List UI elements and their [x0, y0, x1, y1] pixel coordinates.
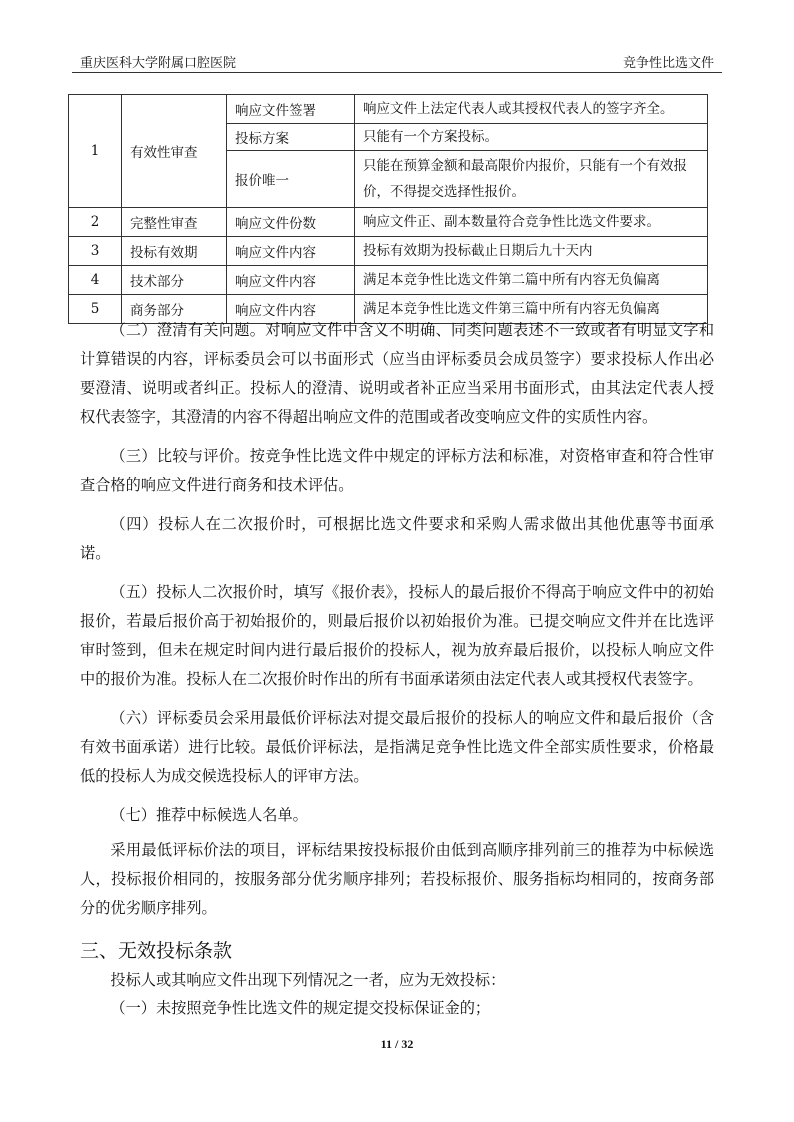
- section-title: 三、无效投标条款: [80, 940, 233, 962]
- paragraph-second-quote-rules: （五）投标人二次报价时，填写《报价表》，投标人的最后报价不得高于响应文件中的初始报价，若最后报价高于初始报价的，则最后报价以初始报价为准。已提交响应文件并在比选评审时签到，但未在规定时间内进行最后报价的投标人，视为放弃最后报价，以投标人响应文件中的报价为准。投标人在二次报价时作出的所有书面承诺须由法定代表人或其授权代表签字。: [80, 583, 714, 688]
- row-category: 商务部分: [122, 295, 227, 324]
- document-body: [80, 316, 714, 933]
- row-number: 3: [69, 237, 122, 266]
- header-organization: 重庆医科大学附属口腔医院: [80, 56, 237, 71]
- paragraph-lowest-price-method: （六）评标委员会采用最低价评标法对提交最后报价的投标人的响应文件和最后报价（含有效书面承诺）进行比较。最低价评标法，是指满足竞争性比选文件全部实质性要求，价格最低的投标人为成交候选投标人的评审方法。: [80, 709, 714, 785]
- page-header: [72, 48, 722, 73]
- paragraph-comparison: （三）比较与评价。按竞争性比选文件中规定的评标方法和标准，对资格审查和符合性审查合格的响应文件进行商务和技术评估。: [80, 447, 714, 494]
- paragraph-second-quote-commitment: （四）投标人在二次报价时，可根据比选文件要求和采购人需求做出其他优惠等书面承诺。: [80, 515, 714, 562]
- row-category: 有效性审查: [122, 95, 227, 208]
- row-category: 技术部分: [122, 266, 227, 295]
- row-item: 响应文件内容: [227, 295, 355, 324]
- table-row: [69, 208, 708, 237]
- row-requirement: 满足本竞争性比选文件第二篇中所有内容无负偏离: [355, 266, 708, 295]
- row-number: 2: [69, 208, 122, 237]
- row-item: 响应文件签署: [227, 95, 355, 124]
- table-row: [69, 95, 708, 124]
- table-row: [69, 237, 708, 266]
- row-requirement: 只能在预算金额和最高限价内报价，只能有一个有效报价，不得提交选择性报价。: [355, 151, 708, 208]
- row-category: 完整性审查: [122, 208, 227, 237]
- row-item: 响应文件内容: [227, 266, 355, 295]
- paragraph-recommend-candidates: （七）推荐中标候选人名单。: [110, 806, 308, 824]
- page-number: 11 / 32: [380, 1037, 414, 1051]
- paragraph-ranking-rules: 采用最低评标价法的项目，评标结果按投标报价由低到高顺序排列前三的推荐为中标候选人，投标报价相同的，按服务部分优劣顺序排列；若投标报价、服务指标均相同的，按商务部分的优劣顺序排列。: [80, 841, 714, 917]
- invalid-bid-section: [80, 966, 714, 1022]
- row-item: 投标方案: [227, 124, 355, 151]
- paragraph-clarification: （二）澄清有关问题。对响应文件中含义不明确、同类问题表述不一致或者有明显文字和计算错误的内容，评标委员会可以书面形式（应当由评标委员会成员签字）要求投标人作出必要澄清、说明或者纠正。投标人的澄清、说明或者补正应当采用书面形式，由其法定代表人授权代表签字，其澄清的内容不得超出响应文件的范围或者改变响应文件的实质性内容。: [80, 321, 714, 426]
- row-requirement: 响应文件上法定代表人或其授权代表人的签字齐全。: [355, 95, 708, 124]
- section-intro: 投标人或其响应文件出现下列情况之一者，应为无效投标：: [110, 971, 506, 989]
- row-number: 1: [69, 95, 122, 208]
- row-requirement: 投标有效期为投标截止日期后九十天内: [355, 237, 708, 266]
- evaluation-criteria-table: [68, 94, 708, 324]
- row-number: 5: [69, 295, 122, 324]
- row-requirement: 只能有一个方案投标。: [355, 124, 708, 151]
- row-item: 报价唯一: [227, 151, 355, 208]
- table-row: [69, 266, 708, 295]
- row-number: 4: [69, 266, 122, 295]
- row-requirement: 满足本竞争性比选文件第三篇中所有内容无负偏离: [355, 295, 708, 324]
- row-category: 投标有效期: [122, 237, 227, 266]
- invalid-bid-item: （一）未按照竞争性比选文件的规定提交投标保证金的；: [110, 999, 491, 1017]
- row-item: 响应文件份数: [227, 208, 355, 237]
- row-item: 响应文件内容: [227, 237, 355, 266]
- header-document-type: 竞争性比选文件: [622, 56, 714, 71]
- row-requirement: 响应文件正、副本数量符合竞争性比选文件要求。: [355, 208, 708, 237]
